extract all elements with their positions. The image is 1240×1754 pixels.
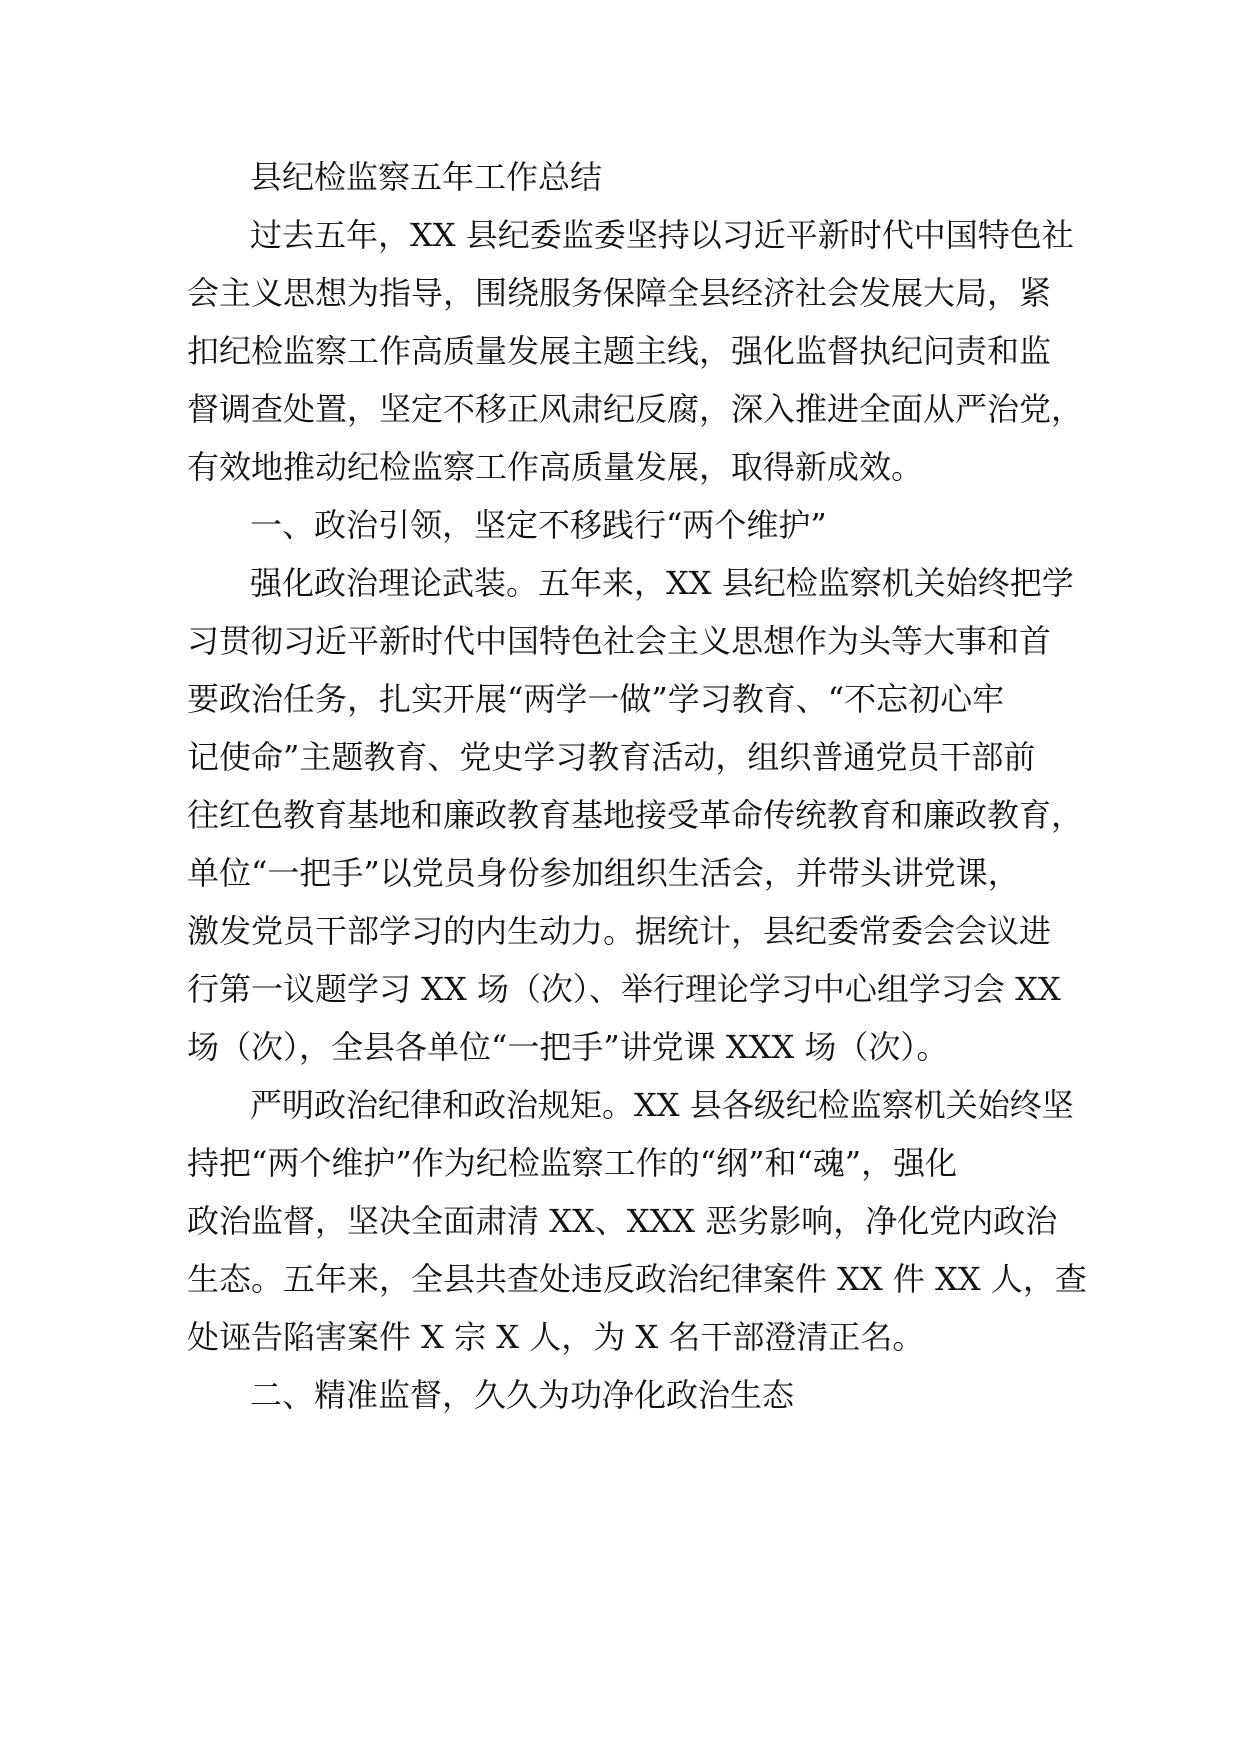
paragraph-line: 激发党员干部学习的内生动力。据统计，县纪委常委会会议进 bbox=[187, 912, 1052, 950]
section-heading: 一、政治引领，坚定不移践行“两个维护” bbox=[250, 506, 827, 544]
paragraph-line: 政治监督，坚决全面肃清 XX、XXX 恶劣影响，净化党内政治 bbox=[187, 1202, 1058, 1240]
paragraph-line: 强化政治理论武装。五年来，XX 县纪检监察机关始终把学 bbox=[250, 564, 1074, 602]
paragraph-line: 会主义思想为指导，围绕服务保障全县经济社会发展大局，紧 bbox=[187, 274, 1052, 312]
paragraph-line: 单位“一把手”以党员身份参加组织生活会，并带头讲党课， bbox=[187, 854, 1020, 892]
paragraph-line: 处诬告陷害案件 X 宗 X 人，为 X 名干部澄清正名。 bbox=[187, 1318, 925, 1356]
paragraph-line: 生态。五年来，全县共查处违反政治纪律案件 XX 件 XX 人，查 bbox=[187, 1260, 1087, 1298]
paragraph-line: 扣纪检监察工作高质量发展主题主线，强化监督执纪问责和监 bbox=[187, 332, 1052, 370]
paragraph-line: 往红色教育基地和廉政教育基地接受革命传统教育和廉政教育， bbox=[187, 796, 1084, 834]
paragraph-line: 行第一议题学习 XX 场（次）、举行理论学习中心组学习会 XX bbox=[187, 970, 1061, 1008]
paragraph-line: 持把“两个维护”作为纪检监察工作的“纲”和“魂”，强化 bbox=[187, 1144, 958, 1182]
paragraph-line: 严明政治纪律和政治规矩。XX 县各级纪检监察机关始终坚 bbox=[250, 1086, 1074, 1124]
paragraph-line: 记使命”主题教育、党史学习教育活动，组织普通党员干部前 bbox=[187, 738, 1036, 776]
paragraph-line: 督调查处置，坚定不移正风肃纪反腐，深入推进全面从严治党， bbox=[187, 390, 1084, 428]
document-title: 县纪检监察五年工作总结 bbox=[250, 158, 603, 196]
paragraph-line: 有效地推动纪检监察工作高质量发展，取得新成效。 bbox=[187, 448, 924, 486]
paragraph-line: 习贯彻习近平新时代中国特色社会主义思想作为头等大事和首 bbox=[187, 622, 1052, 660]
paragraph-line: 要政治任务，扎实开展“两学一做”学习教育、“不忘初心牢 bbox=[187, 680, 1005, 718]
paragraph-line: 过去五年，XX 县纪委监委坚持以习近平新时代中国特色社 bbox=[250, 216, 1074, 254]
section-heading: 二、精准监督，久久为功净化政治生态 bbox=[250, 1376, 795, 1414]
paragraph-line: 场（次），全县各单位“一把手”讲党课 XXX 场（次）。 bbox=[187, 1028, 949, 1066]
